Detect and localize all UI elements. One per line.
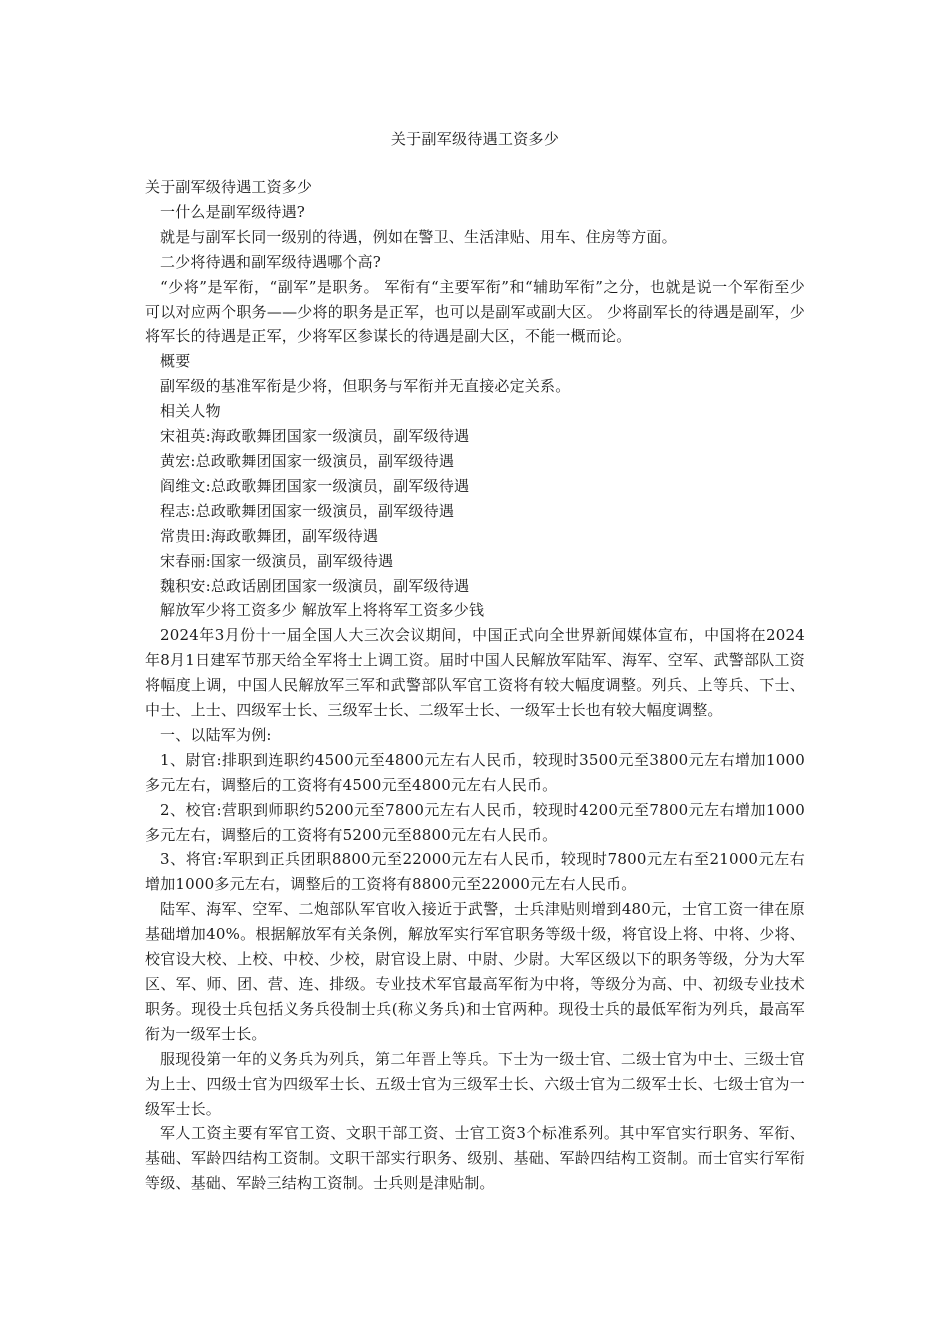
paragraph: 2024年3月份十一届全国人大三次会议期间，中国正式向全世界新闻媒体宣布，中国将在2024年8月1日建军节那天给全军将士上调工资。届时中国人民解放军陆军、海军、空军、武警部队工资将幅度上调，中国人民解放军三军和武警部队军官工资将有较大幅度调整。列兵、上等兵、下士、中士、上士、四级军士长、三级军士长、二级军士长、一级军士长也有较大幅度调整。 [145,626,805,720]
list-item: 1、尉官:排职到连职约4500元至4800元左右人民币，较现时3500元至3800元左右增加1000多元左右，调整后的工资将有4500元至4800元左右人民币。 [145,750,805,794]
section-heading: 解放军少将工资多少 解放军上将将军工资多少钱 [160,601,485,620]
person-item: 阎维文:总政歌舞团国家一级演员，副军级待遇 [160,476,470,495]
paragraph: 陆军、海军、空军、二炮部队军官收入接近于武警，士兵津贴则增到480元，士官工资一律在原基础增加40%。根据解放军有关条例，解放军实行军官职务等级十级，将官设上将、中将、少将、校官设大校、上校、中校、少校，尉官设上尉、中尉、少尉。大军区级以下的职务等级，分为大军区、军、师、团、营、连、排级。专业技术军官最高军衔为中将，等级分为高、中、初级专业技术职务。现役士兵包括义务兵役制士兵(称义务兵)和士官两种。现役士兵的最低军衔为列兵，最高军衔为一级军士长。 [145,900,805,1043]
paragraph: 一什么是副军级待遇? [160,202,306,221]
person-item: 宋春丽:国家一级演员，副军级待遇 [160,551,394,570]
person-item: 魏积安:总政话剧团国家一级演员，副军级待遇 [160,576,470,595]
person-item: 黄宏:总政歌舞团国家一级演员，副军级待遇 [160,451,455,470]
list-item: 2、校官:营职到师职约5200元至7800元左右人民币，较现时4200元至7800元左右增加1000多元左右，调整后的工资将有5200元至8800元左右人民币。 [145,800,805,844]
person-item: 宋祖英:海政歌舞团国家一级演员，副军级待遇 [160,427,470,446]
paragraph: 二少将待遇和副军级待遇哪个高? [160,252,382,271]
person-item: 常贵田:海政歌舞团，副军级待遇 [160,526,379,545]
document-heading: 关于副军级待遇工资多少 [145,178,313,196]
paragraph: 副军级的基准军衔是少将，但职务与军衔并无直接必定关系。 [160,377,571,396]
document-title: 关于副军级待遇工资多少 [390,130,560,148]
paragraph: “少将”是军衔，“副军”是职务。 军衔有“主要军衔”和“辅助军衔”之分，也就是说一个军衔至少可以对应两个职务——少将的职务是正军，也可以是副军或副大区。 少将副军长的待遇是副军，少将军长的待遇是正军，少将军区参谋长的待遇是副大区，不能一概而论。 [145,277,805,346]
section-label: 概要 [160,352,191,371]
list-item: 3、将官:军职到正兵团职8800元至22000元左右人民币，较现时7800元左右至21000元左右增加1000多元左右，调整后的工资将有8800元至22000元左右人民币。 [145,850,805,894]
paragraph: 服现役第一年的义务兵为列兵，第二年晋上等兵。下士为一级士官、二级士官为中士、三级士官为上士、四级士官为四级军士长、五级士官为三级军士长、六级士官为二级军士长、七级士官为一级军士长。 [145,1049,805,1118]
section-heading: 一、以陆军为例: [160,725,272,744]
paragraph: 军人工资主要有军官工资、文职干部工资、士官工资3个标准系列。其中军官实行职务、军衔、基础、军龄四结构工资制。文职干部实行职务、级别、基础、军龄四结构工资制。而士官实行军衔等级、基础、军龄三结构工资制。士兵则是津贴制。 [145,1124,805,1193]
document-body [145,175,805,1196]
paragraph: 就是与副军长同一级别的待遇，例如在警卫、生活津贴、用车、住房等方面。 [160,227,677,246]
person-item: 程志:总政歌舞团国家一级演员，副军级待遇 [160,501,455,520]
section-label: 相关人物 [160,402,221,421]
